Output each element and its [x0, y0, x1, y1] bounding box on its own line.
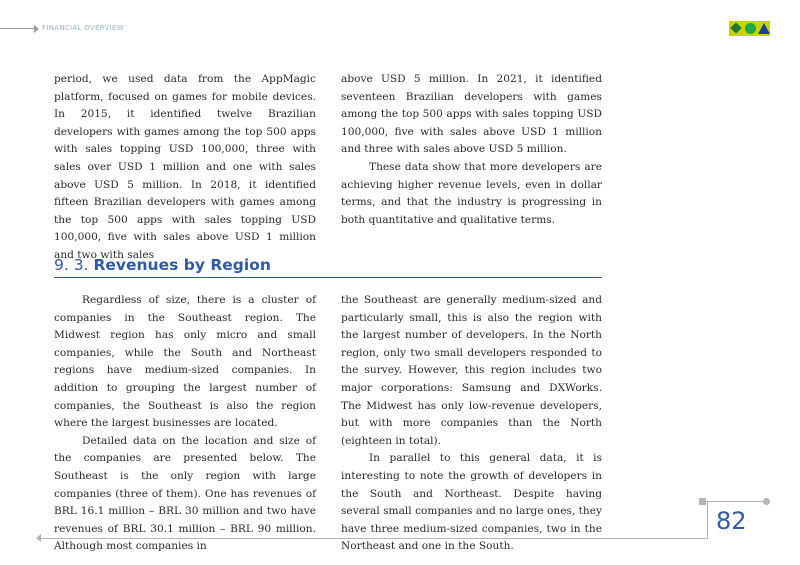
section-number: 9. 3.: [54, 256, 89, 274]
circle-icon: [745, 23, 756, 34]
arrow-left-icon: [36, 534, 41, 542]
page-number: 82: [716, 507, 747, 535]
top-left-column: [54, 71, 316, 265]
running-header: FINANCIAL OVERVIEW: [42, 24, 124, 32]
top-right-column: [341, 71, 602, 229]
paragraph: period, we used data from the AppMagic platform, focused on games for mobile devices. In 2015, it identified twelve Brazilian developers with games among the top 500 apps with sales topping USD 100,000, three with sales over USD 1 million and one with sales above USD 5 million. In 2018, it identified fifteen Brazilian developers with games among the top 500 apps with sales topping USD 100,000, five with sales above USD 1 million and two with sales: [54, 73, 316, 261]
page-number-divider: [707, 501, 708, 538]
dot-icon: [763, 498, 770, 505]
paragraph: above USD 5 million. In 2021, it identified seventeen Brazilian developers with games among the top 500 apps with sales topping USD 100,000, five with sales above USD 1 million and three with sales above USD 5 million.: [341, 73, 602, 156]
section-title: Revenues by Region: [93, 256, 271, 274]
brand-logo: [729, 21, 770, 36]
section-heading: [54, 256, 271, 274]
footer-rule: [40, 538, 708, 539]
header-rule: [0, 28, 36, 29]
diamond-icon: [730, 22, 741, 33]
paragraph: In parallel to this general data, it is interesting to note the growth of developers in the South and Northeast. Despite having several small companies and no large ones, they have three medium-sized companies, two in the Northeast and one in the South.: [341, 452, 602, 553]
paragraph: Detailed data on the location and size of the companies are presented below. The Southeast is the only region with large companies (three of them). One has revenues of BRL 16.1 million – BRL 30 million and two have revenues of BRL 30.1 million – BRL 90 million. Although most companies in: [54, 434, 316, 553]
section-rule: [54, 277, 602, 278]
page-number-rule: [703, 501, 767, 502]
section-right-column: [341, 292, 602, 556]
arrow-right-icon: [34, 25, 39, 33]
section-left-column: [54, 292, 316, 556]
paragraph: the Southeast are generally medium-sized and particularly small, this is also the region with the largest number of developers. In the North region, only two small developers responded to the survey. However, this region includes two major corporations: Samsung and DXWorks. The Midwest has only low-revenue developers, but with more companies than the North (eighteen in total).: [341, 294, 602, 447]
paragraph: These data show that more developers are achieving higher revenue levels, even in dollar terms, and that the industry is progressing in both quantitative and qualitative terms.: [341, 160, 602, 226]
triangle-icon: [758, 23, 770, 34]
paragraph: Regardless of size, there is a cluster of companies in the Southeast region. The Midwest region has only micro and small companies, while the South and Northeast regions have medium-sized companies. In addition to grouping the largest number of companies, the Southeast is also the region where the largest businesses are located.: [54, 294, 316, 430]
square-icon: [699, 498, 706, 505]
